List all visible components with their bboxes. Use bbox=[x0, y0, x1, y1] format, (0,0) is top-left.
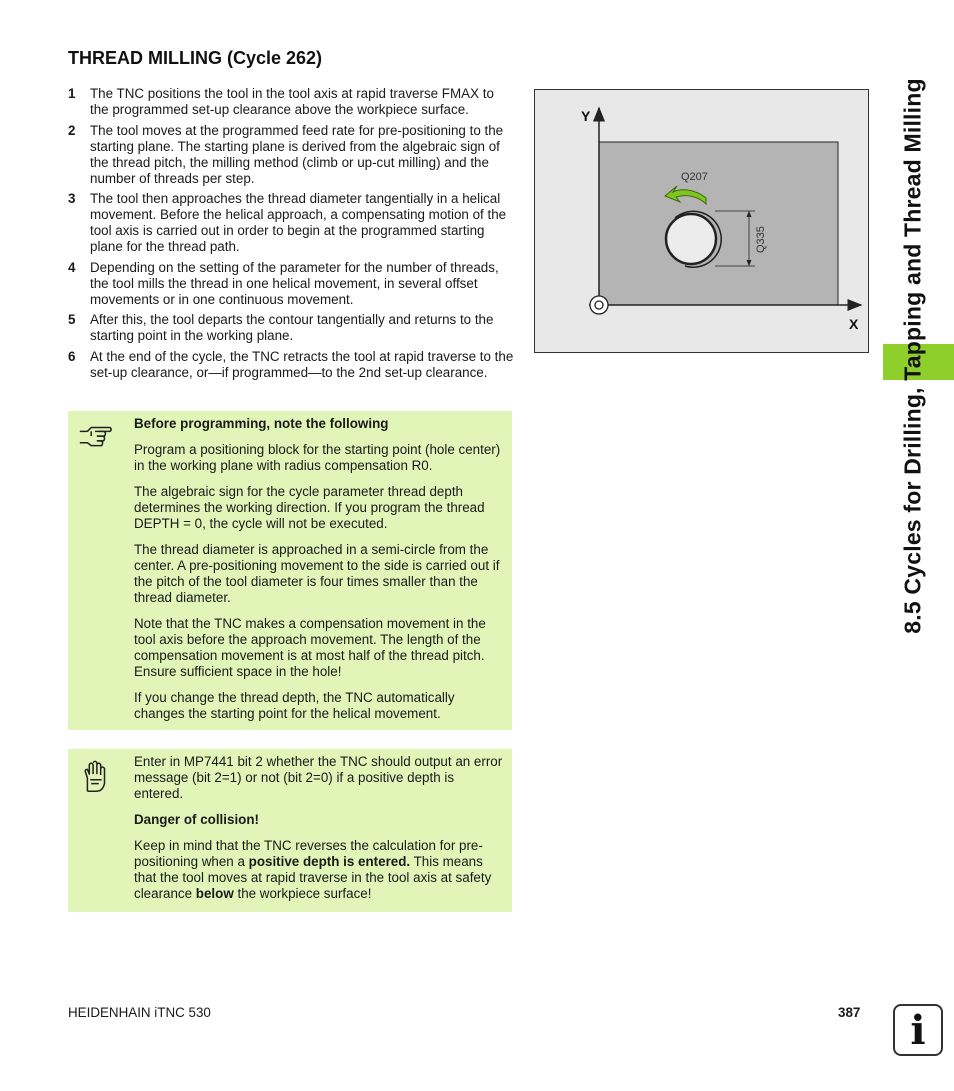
step-list bbox=[68, 86, 514, 385]
list-item bbox=[68, 86, 514, 118]
step-number: 6 bbox=[68, 348, 76, 364]
list-item bbox=[68, 312, 514, 344]
step-text: The TNC positions the tool in the tool axis at rapid traverse FMAX to the programmed set-up clearance above the workpiece surface. bbox=[90, 86, 494, 117]
list-item bbox=[68, 191, 514, 255]
footer-product-name: HEIDENHAIN iTNC 530 bbox=[68, 1005, 211, 1020]
thread-hole bbox=[666, 214, 716, 264]
note-paragraph: The thread diameter is approached in a semi-circle from the center. A pre-positioning movement to the side is carried out if the pitch of the tool diameter is four times smaller than the thread diameter. bbox=[134, 542, 500, 605]
programming-note-box bbox=[68, 411, 512, 730]
note-paragraph: Program a positioning block for the starting point (hole center) in the working plane with radius compensation R0. bbox=[134, 442, 501, 473]
pointing-hand-icon bbox=[76, 419, 114, 457]
danger-text: This means that the tool moves at rapid traverse in the tool axis at safety clearance bbox=[134, 854, 492, 901]
step-text: After this, the tool departs the contour tangentially and returns to the starting point in the working plane. bbox=[90, 312, 494, 343]
note-heading: Before programming, note the following bbox=[134, 416, 389, 431]
danger-heading: Danger of collision! bbox=[134, 812, 259, 827]
step-number: 2 bbox=[68, 122, 76, 138]
list-item bbox=[68, 260, 514, 308]
step-text: The tool moves at the programmed feed rate for pre-positioning to the starting plane. The starting plane is derived from the algebraic sign of the thread pitch, the milling method (climb or up-cut milling) and the number of threads per step. bbox=[90, 122, 504, 186]
step-number: 5 bbox=[68, 312, 76, 327]
danger-emphasis: positive depth is entered. bbox=[248, 854, 411, 869]
note-paragraph: If you change the thread depth, the TNC automatically changes the starting point for the helical movement. bbox=[134, 690, 455, 721]
note-paragraph bbox=[134, 838, 504, 902]
step-text: At the end of the cycle, the TNC retracts the tool at rapid traverse to the set-up clearance, or—if programmed—to the 2nd set-up clearance. bbox=[90, 348, 514, 380]
page-title: THREAD MILLING (Cycle 262) bbox=[68, 48, 323, 68]
y-axis-label: Y bbox=[581, 108, 591, 124]
thread-milling-diagram bbox=[534, 89, 869, 353]
note-paragraph: The algebraic sign for the cycle parameter thread depth determines the working direction. If you program the thread DEPTH = 0, the cycle will not be executed. bbox=[134, 484, 485, 531]
step-text: The tool then approaches the thread diameter tangentially in a helical movement. Before the helical approach, a compensating motion of the tool axis is carried out in order to begin at the programmed starting plane for the thread path. bbox=[90, 191, 507, 254]
step-number: 1 bbox=[68, 86, 76, 101]
note-paragraph: Note that the TNC makes a compensation movement in the tool axis before the approach movement. The length of the compensation movement is at most half of the thread pitch. Ensure sufficient space in the hole! bbox=[134, 616, 486, 679]
list-item bbox=[68, 123, 514, 187]
danger-emphasis: below bbox=[195, 886, 234, 901]
info-icon: i bbox=[893, 1004, 943, 1056]
q207-label: Q207 bbox=[681, 171, 708, 183]
step-text: Depending on the setting of the parameter for the number of threads, the tool mills the thread in one helical movement, in several offset movements or in one continuous movement. bbox=[90, 259, 499, 307]
step-number: 3 bbox=[68, 191, 76, 206]
danger-text: the workpiece surface! bbox=[233, 886, 372, 901]
list-item bbox=[68, 349, 514, 381]
raised-hand-icon bbox=[76, 757, 114, 795]
origin-inner bbox=[595, 301, 603, 309]
warning-note-box bbox=[68, 749, 512, 912]
step-number: 4 bbox=[68, 259, 76, 275]
workpiece bbox=[599, 142, 838, 305]
q335-label: Q335 bbox=[755, 226, 767, 253]
danger-text: Keep in mind that the TNC reverses the calculation for pre-positioning when a bbox=[134, 838, 483, 869]
page-number: 387 bbox=[838, 1005, 861, 1020]
note-paragraph: Enter in MP7441 bit 2 whether the TNC should output an error message (bit 2=1) or not (bit 2=0) if a positive depth is entered. bbox=[134, 754, 503, 801]
chapter-side-title: 8.5 Cycles for Drilling, Tapping and Thread Milling bbox=[899, 78, 926, 634]
x-axis-label: X bbox=[849, 316, 859, 332]
diagram-canvas bbox=[535, 90, 868, 352]
